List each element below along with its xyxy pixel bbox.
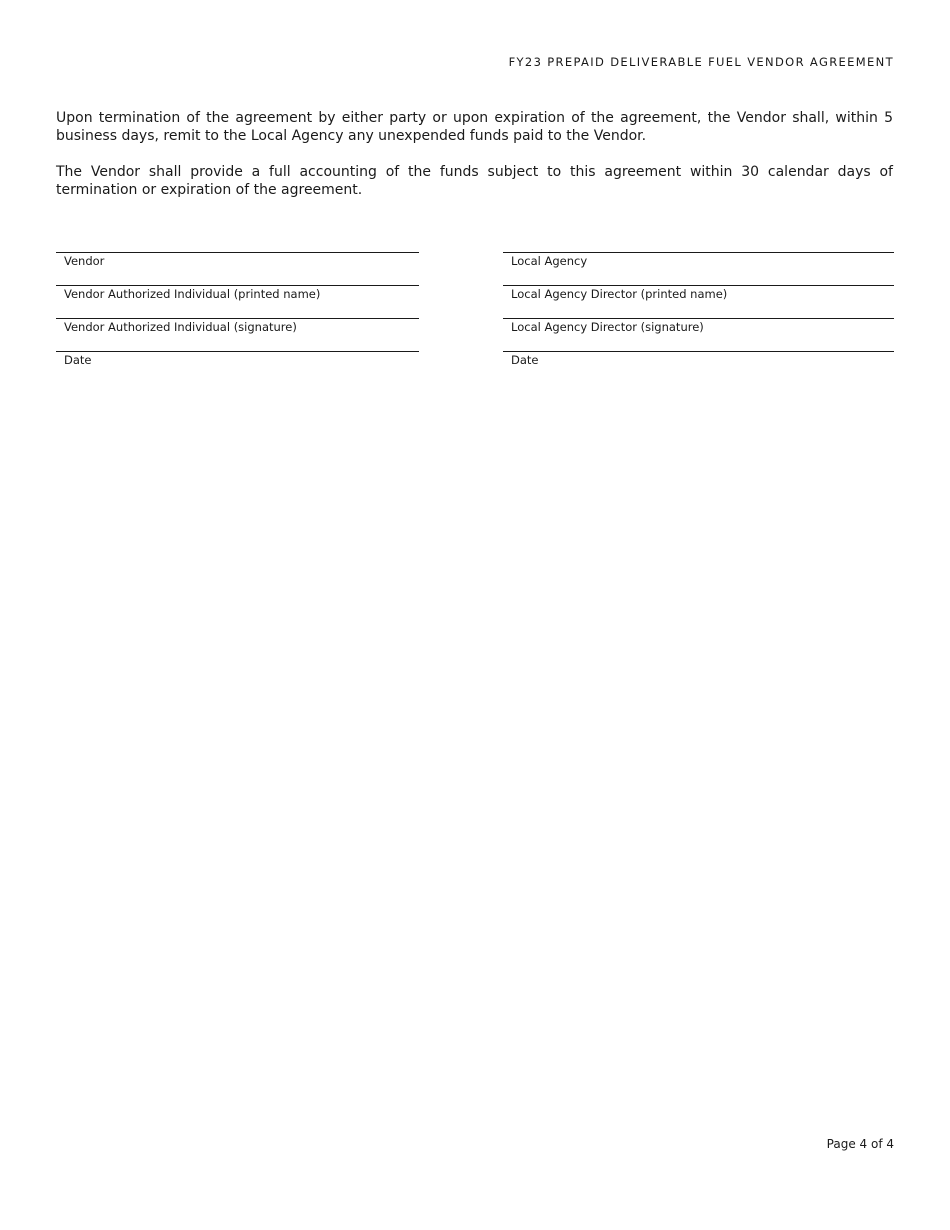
vendor-printed-name-line: Vendor Authorized Individual (printed name) [56, 285, 419, 317]
agency-director-printed-name-line: Local Agency Director (printed name) [503, 285, 894, 317]
page-number: Page 4 of 4 [826, 1137, 894, 1151]
agency-signature-block [503, 252, 894, 383]
vendor-date-line: Date [56, 351, 419, 383]
agency-name-line: Local Agency [503, 252, 894, 284]
vendor-signature-block [56, 252, 419, 383]
accounting-paragraph: The Vendor shall provide a full accounting of the funds subject to this agreement within 30 calendar days of termination or expiration of the agreement. [56, 164, 893, 198]
termination-paragraph: Upon termination of the agreement by either party or upon expiration of the agreement, the Vendor shall, within 5 business days, remit to the Local Agency any unexpended funds paid to the Vendor. [56, 110, 893, 144]
vendor-signature-line: Vendor Authorized Individual (signature) [56, 318, 419, 350]
document-header-title: FY23 PREPAID DELIVERABLE FUEL VENDOR AGREEMENT [508, 55, 894, 69]
agency-director-signature-line: Local Agency Director (signature) [503, 318, 894, 350]
vendor-name-line: Vendor [56, 252, 419, 284]
agency-date-line: Date [503, 351, 894, 383]
